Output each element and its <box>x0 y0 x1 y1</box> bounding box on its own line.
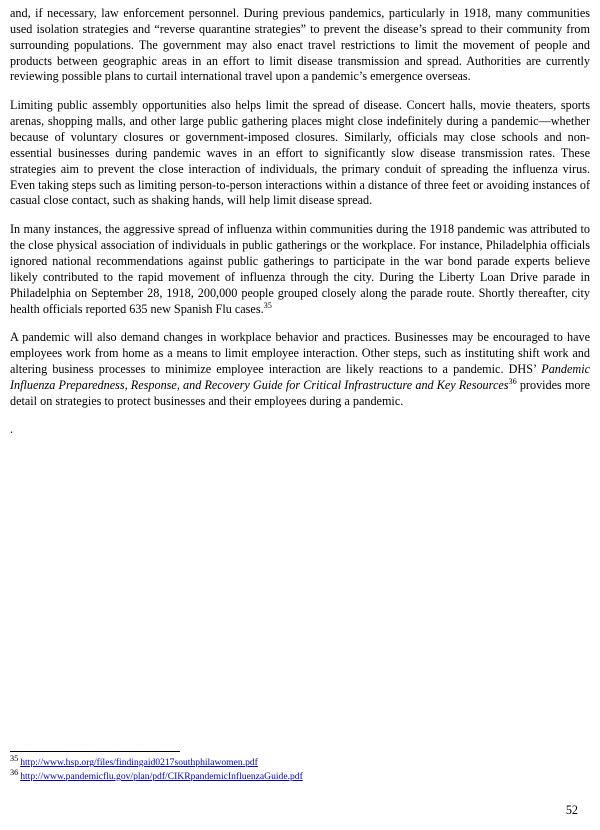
page-body <box>10 6 590 438</box>
footnote-separator <box>10 751 180 752</box>
footnote-35-number: 35 <box>10 753 19 763</box>
paragraph-4-text-lead: A pandemic will also demand changes in workplace behavior and practices. Businesses may be encouraged to have employees work from home as a means to limit employee interaction. Other steps, such as instituting shift work and altering business processes to minimize employee interaction are likely reactions to a pandemic. DHS’ <box>10 330 590 377</box>
footnote-35 <box>10 753 590 770</box>
footnote-ref-36[interactable]: 36 <box>508 376 517 386</box>
paragraph-3 <box>10 222 590 317</box>
trailing-mark: . <box>10 421 14 436</box>
paragraph-1-text: and, if necessary, law enforcement personnel. During previous pandemics, particularly in 1918, many communities used isolation strategies and “reverse quarantine strategies” to prevent the disease’s spread to their community from surrounding populations. The government may also enact travel restrictions to limit the movement of people and products between geographic areas in an effort to limit disease transmission and spread. Authorities are currently reviewing possible plans to curtail international travel upon a pandemic’s emergence overseas. <box>10 6 590 84</box>
paragraph-2-text: Limiting public assembly opportunities also helps limit the spread of disease. Concert halls, movie theaters, sports arenas, shopping malls, and other large public gathering places might close indefinitely during a pandemic—whether because of voluntary closures or government-imposed closures. Similarly, officials may close schools and non-essential businesses during pandemic waves in an effort to significantly slow disease transmission rates. These strategies aim to prevent the close interaction of individuals, the primary conduit of spreading the influenza virus. Even taking steps such as limiting person-to-person interactions within a distance of three feet or avoiding instances of casual close contact, such as shaking hands, will help limit disease spread. <box>10 98 590 208</box>
paragraph-2 <box>10 98 590 209</box>
footnote-ref-35[interactable]: 35 <box>263 300 272 310</box>
footnote-36 <box>10 767 590 784</box>
paragraph-4 <box>10 330 590 409</box>
footnote-36-link[interactable]: http://www.pandemicflu.gov/plan/pdf/CIKRpandemicInfluenzaGuide.pdf <box>20 771 303 783</box>
paragraph-1 <box>10 6 590 85</box>
paragraph-4-text-tail: provides more detail on strategies to protect businesses and their employees during a pandemic. <box>10 378 590 408</box>
footnote-36-number: 36 <box>10 767 19 777</box>
page-number: 52 <box>565 803 578 817</box>
footnote-35-link[interactable]: http://www.hsp.org/files/findingaid0217southphilawomen.pdf <box>20 757 258 769</box>
footnote-area <box>10 751 590 785</box>
paragraph-3-text: In many instances, the aggressive spread of influenza within communities during the 1918 pandemic was attributed to the close physical association of individuals in public gatherings or the workplace. For instance, Philadelphia officials ignored national recommendations against public gatherings to participate in the war bond parade experts believe likely contributed to the rapid movement of influenza through the city. During the Liberty Loan Drive parade in Philadelphia on September 28, 1918, 200,000 people grouped closely along the parade route. Shortly thereafter, city health officials reported 635 new Spanish Flu cases. <box>10 222 590 316</box>
publication-title: Pandemic Influenza Preparedness, Response, and Recovery Guide for Critical Infrastructure and Key Resources <box>10 362 590 393</box>
